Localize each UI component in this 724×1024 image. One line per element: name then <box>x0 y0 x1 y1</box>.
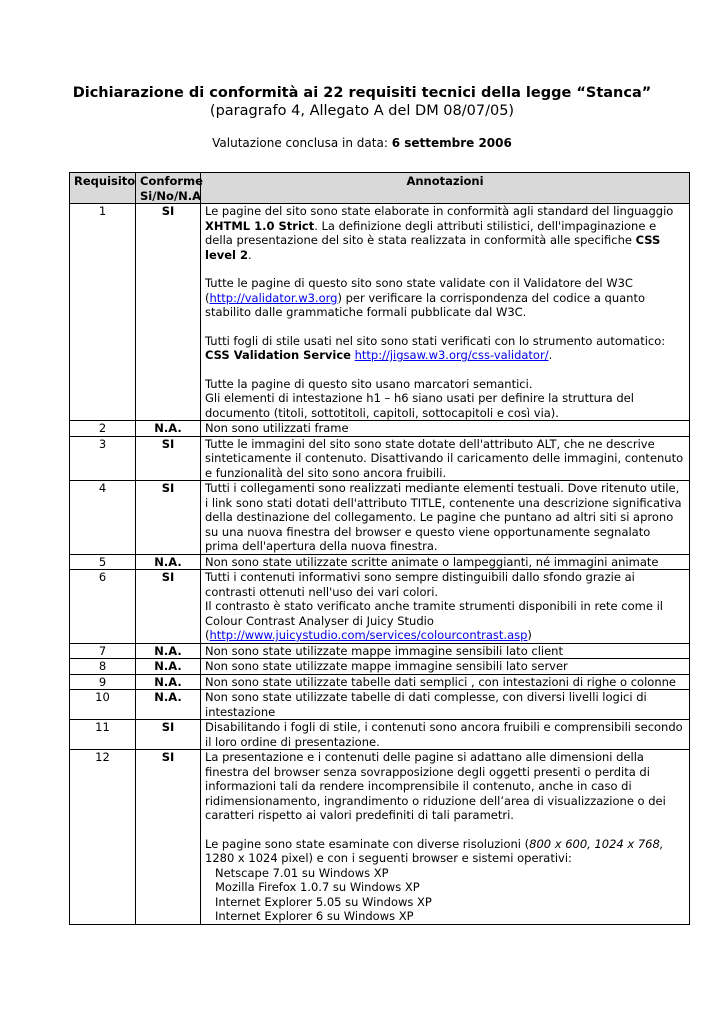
annotation-cell <box>201 204 690 421</box>
title-line-1: Dichiarazione di conformità ai 22 requisiti tecnici della legge “Stanca” <box>72 85 652 101</box>
header-annotazioni: Annotazioni <box>201 173 690 204</box>
annotation-cell: Tutti i collegamenti sono realizzati mediante elementi testuali. Dove ritenuto utile, i link sono stati dotati dell'attributo TITLE, contenente una descrizione significativa della destinazione del collegamento. Le pagine che puntano ad altri siti si aprono su una nuova finestra del browser e questo viene opportunamente segnalato prima dell'apertura della nuova finestra. <box>201 481 690 555</box>
table-row <box>70 659 690 675</box>
annotation-text: ( <box>205 628 210 642</box>
browser-item: Internet Explorer 6 su Windows XP <box>215 909 414 923</box>
evaluation-date: 6 settembre 2006 <box>391 136 512 150</box>
conformity-value: SI <box>136 570 201 644</box>
title-line-2: (paragrafo 4, Allegato A del DM 08/07/05) <box>209 103 515 119</box>
annotation-bold-text: CSS level 2 <box>205 233 661 262</box>
requisito-number: 11 <box>70 720 136 750</box>
validator-link[interactable]: http://validator.w3.org <box>209 290 338 305</box>
annotation-cell: Non sono state utilizzate scritte animate o lampeggianti, né immagini animate <box>201 554 690 570</box>
annotation-text: . La definizione degli attributi stilistici, dell'impaginazione e della presentazione del sito è stata realizzata in conformità alle specifiche <box>205 218 657 247</box>
annotation-cell <box>201 570 690 644</box>
table-row <box>70 204 690 421</box>
header-requisito: Requisito <box>70 173 136 204</box>
css-validator-link[interactable]: http://jigsaw.w3.org/css-validator/ <box>354 348 549 362</box>
table-row <box>70 690 690 720</box>
annotation-cell: Non sono state utilizzate mappe immagine sensibili lato server <box>201 659 690 675</box>
annotation-text: Tutti fogli di stile usati nel sito sono stati verificati con lo strumento automatico: <box>205 333 666 348</box>
annotation-cell: Tutte le immagini del sito sono state dotate dell'attributo ALT, che ne descrive sinteticamente il contenuto. Disattivando il caricamento delle immagini, contenuto e funzionalità del sito sono ancora fruibili. <box>201 436 690 481</box>
browser-item: Mozilla Firefox 1.0.7 su Windows XP <box>215 880 420 894</box>
annotation-paragraph <box>205 204 686 262</box>
annotation-cell: Non sono utilizzati frame <box>201 421 690 437</box>
annotation-bold-text: CSS Validation Service <box>205 348 351 362</box>
table-row <box>70 421 690 437</box>
requisito-number: 2 <box>70 421 136 437</box>
table-row <box>70 720 690 750</box>
requisito-number: 8 <box>70 659 136 675</box>
conformity-value: N.A. <box>136 554 201 570</box>
annotation-cell: Disabilitando i fogli di stile, i contenuti sono ancora fruibili e comprensibili secondo il loro ordine di presentazione. <box>201 720 690 750</box>
browser-item: Internet Explorer 5.05 su Windows XP <box>215 894 432 909</box>
header-conforme-line1: Conforme <box>140 174 203 188</box>
table-row <box>70 674 690 690</box>
table-row <box>70 436 690 481</box>
annotation-text: Le pagine sono state esaminate con diverse risoluzioni ( <box>205 836 530 851</box>
annotation-cell: Non sono state utilizzate tabelle dati semplici , con intestazioni di righe o colonne <box>201 674 690 690</box>
annotation-text: Tutte le pagine di questo sito sono state validate con il Validatore del W3C ( <box>205 276 633 305</box>
conformity-value: SI <box>136 720 201 750</box>
annotation-paragraph <box>205 377 686 421</box>
requisito-number: 7 <box>70 643 136 659</box>
table-row <box>70 481 690 555</box>
table-header-row <box>70 173 690 204</box>
table-row <box>70 750 690 925</box>
table-row <box>70 554 690 570</box>
conformity-value: N.A. <box>136 674 201 690</box>
annotation-text: ) per verificare la corrispondenza del codice a quanto stabilito dalle grammatiche formali pubblicate dal W3C. <box>205 290 645 319</box>
conformity-value: SI <box>136 750 201 925</box>
annotation-text: . <box>248 247 252 262</box>
annotation-cell <box>201 750 690 925</box>
requisito-number: 4 <box>70 481 136 555</box>
annotation-text: Il contrasto è stato verificato anche tramite strumenti disponibili in rete come il Colour Contrast Analyser di Juicy Studio <box>205 599 663 628</box>
evaluation-date-line <box>0 136 724 151</box>
annotation-paragraph <box>205 334 686 363</box>
header-conforme-line2: Si/No/N.A <box>140 188 202 203</box>
browser-item: Netscape 7.01 su Windows XP <box>215 865 389 880</box>
annotation-italic-text: 800 x 600, 1024 x 768, <box>529 836 664 851</box>
annotation-text: Gli elementi di intestazione h1 – h6 siano usati per definire la struttura del documento (titoli, sottotitoli, capitoli, sottocapitoli e così via). <box>205 391 634 420</box>
annotation-paragraph: La presentazione e i contenuti delle pagine si adattano alle dimensioni della finestra del browser senza sovrapposizione degli oggetti presenti o perdita di informazioni tali da rendere incomprensibile il contenuto, anche in caso di ridimensionamento, ingrandimento o riduzione dell’area di visualizzazione o dei caratteri rispetto ai valori predefiniti di tali parametri. <box>205 750 666 822</box>
annotation-text: Le pagine del sito sono state elaborate in conformità agli standard del linguaggio <box>205 204 674 218</box>
annotation-text: Tutti i contenuti informativi sono sempre distinguibili dallo sfondo grazie ai contrasti ottenuti nell'uso dei vari colori. <box>205 570 635 599</box>
annotation-paragraph <box>205 837 686 924</box>
annotation-cell: Non sono state utilizzate tabelle di dati complesse, con diversi livelli logici di intestazione <box>201 690 690 720</box>
annotation-bold-text: XHTML 1.0 Strict <box>205 218 315 233</box>
table-row <box>70 570 690 644</box>
annotation-text: ) <box>527 628 532 642</box>
annotation-text: Tutte la pagine di questo sito usano marcatori semantici. <box>205 376 533 391</box>
requirements-table <box>69 172 690 925</box>
requisito-number: 12 <box>70 750 136 925</box>
conformity-value: N.A. <box>136 690 201 720</box>
conformity-value: SI <box>136 436 201 481</box>
requisito-number: 10 <box>70 690 136 720</box>
requisito-number: 9 <box>70 674 136 690</box>
conformity-value: N.A. <box>136 421 201 437</box>
requisito-number: 1 <box>70 204 136 421</box>
requisito-number: 6 <box>70 570 136 644</box>
annotation-text: 1280 x 1024 pixel) e con i seguenti browser e sistemi operativi: <box>205 851 572 865</box>
annotation-cell: Non sono state utilizzate mappe immagine sensibili lato client <box>201 643 690 659</box>
evaluation-label: Valutazione conclusa in data: <box>212 136 392 150</box>
colour-contrast-link[interactable]: http://www.juicystudio.com/services/colourcontrast.asp <box>209 628 528 642</box>
header-conforme <box>136 173 201 204</box>
table-row <box>70 643 690 659</box>
conformity-value: SI <box>136 204 201 421</box>
conformity-value: N.A. <box>136 643 201 659</box>
annotation-paragraph <box>205 276 686 320</box>
conformity-value: SI <box>136 481 201 555</box>
requisito-number: 3 <box>70 436 136 481</box>
document-title <box>0 84 724 120</box>
annotation-text: . <box>548 348 553 362</box>
requisito-number: 5 <box>70 554 136 570</box>
conformity-value: N.A. <box>136 659 201 675</box>
